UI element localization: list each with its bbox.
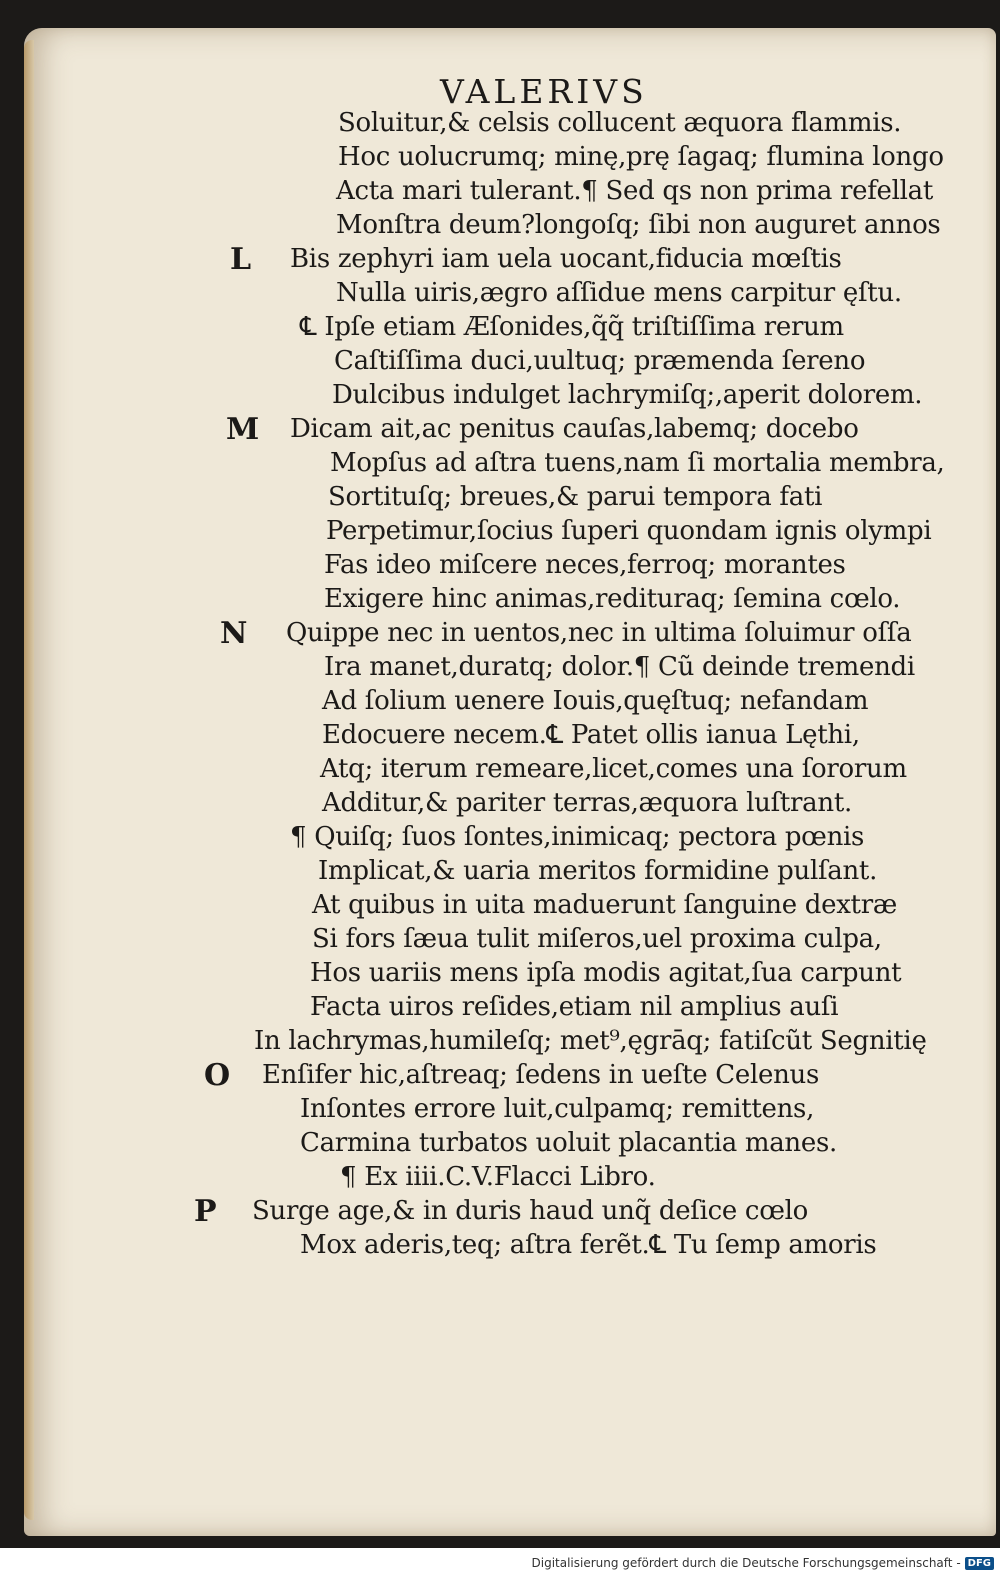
verse-line: Bis zephyri iam uela uocant,fiducia mœſtis [290, 244, 842, 274]
verse-line: ℄ Ipſe etiam Æſonides,q̃q̃ triſtiſſima rerum [300, 312, 844, 342]
verse-line: Soluitur,& celsis collucent æquora flammis. [338, 108, 902, 138]
credit-text: Digitalisierung gefördert durch die Deutsche Forschungsgemeinschaft - [531, 1556, 961, 1570]
verse-line: Hoc uolucrumq; minę,prę ſagaq; flumina longo [338, 142, 944, 172]
margin-marker: M [226, 412, 260, 447]
verse-line: Caſtiſſima duci,uultuq; præmenda ſereno [334, 346, 866, 376]
verse-line: At quibus in uita maduerunt ſanguine dextræ [312, 890, 897, 920]
verse-line: Si fors ſæua tulit miſeros,uel proxima culpa, [312, 924, 882, 954]
verse-line: Implicat,& uaria meritos formidine pulſant. [318, 856, 878, 886]
margin-marker: N [220, 616, 248, 651]
verse-line: Mox aderis,teq; aſtra ferẽt.℄ Tu ſemp amoris [300, 1230, 877, 1260]
verse-line: Sortituſq; breues,& parui tempora fati [328, 482, 823, 512]
verse-line: Enſifer hic,aſtreaq; ſedens in ueſte Celenus [262, 1060, 819, 1090]
margin-marker: L [230, 242, 252, 277]
verse-line: Ira manet,duratq; dolor.¶ Cũ deinde tremendi [324, 652, 915, 682]
verse-line: Fas ideo miſcere neces,ferroq; morantes [324, 550, 846, 580]
running-head: VALERIVS [440, 72, 648, 111]
page-edge [24, 40, 34, 1520]
verse-line: Nulla uiris,ægro aſſidue mens carpitur ęſtu. [336, 278, 902, 308]
margin-marker: O [204, 1058, 231, 1093]
verse-line: ¶ Quiſq; ſuos ſontes,inimicaq; pectora pœnis [290, 822, 865, 852]
verse-line: Monſtra deum?longoſq; ſibi non auguret annos [336, 210, 941, 240]
verse-line: Surge age,& in duris haud unq̃ deſice cœlo [252, 1196, 808, 1226]
verse-line: Dicam ait,ac penitus cauſas,labemq; docebo [290, 414, 859, 444]
verse-line: Facta uiros reſides,etiam nil amplius auſi [310, 992, 839, 1022]
verse-line: ¶ Ex iiii.C.V.Flacci Libro. [340, 1162, 656, 1192]
verse-line: Ad ſolium uenere Iouis,quęſtuq; nefandam [322, 686, 869, 716]
margin-marker: P [194, 1194, 217, 1229]
verse-line: Inſontes errore luit,culpamq; remittens, [300, 1094, 815, 1124]
verse-line: Quippe nec in uentos,nec in ultima ſoluimur oſſa [286, 618, 912, 648]
verse-line: Edocuere necem.℄ Patet ollis ianua Lęthi, [322, 720, 860, 750]
verse-line: Dulcibus indulget lachrymiſq;,aperit dolorem. [332, 380, 923, 410]
digitization-credit [532, 1556, 995, 1570]
verse-line: In lachrymas,humileſq; met⁹,ęgrāq; fatiſcũt Segnitię [254, 1026, 927, 1056]
verse-line: Atq; iterum remeare,licet,comes una ſororum [320, 754, 907, 784]
verse-line: Additur,& pariter terras,æquora luſtrant. [322, 788, 852, 818]
verse-line: Acta mari tulerant.¶ Sed qs non prima refellat [336, 176, 933, 206]
verse-line: Hos uariis mens ipſa modis agitat,ſua carpunt [310, 958, 902, 988]
verse-line: Mopſus ad aſtra tuens,nam ſi mortalia membra, [330, 448, 945, 478]
verse-line: Carmina turbatos uoluit placantia manes. [300, 1128, 837, 1158]
verse-line: Exigere hinc animas,redituraq; ſemina cœlo. [324, 584, 901, 614]
verse-line: Perpetimur,ſocius ſuperi quondam ignis olympi [326, 516, 932, 546]
dfg-logo: DFG [965, 1557, 994, 1570]
